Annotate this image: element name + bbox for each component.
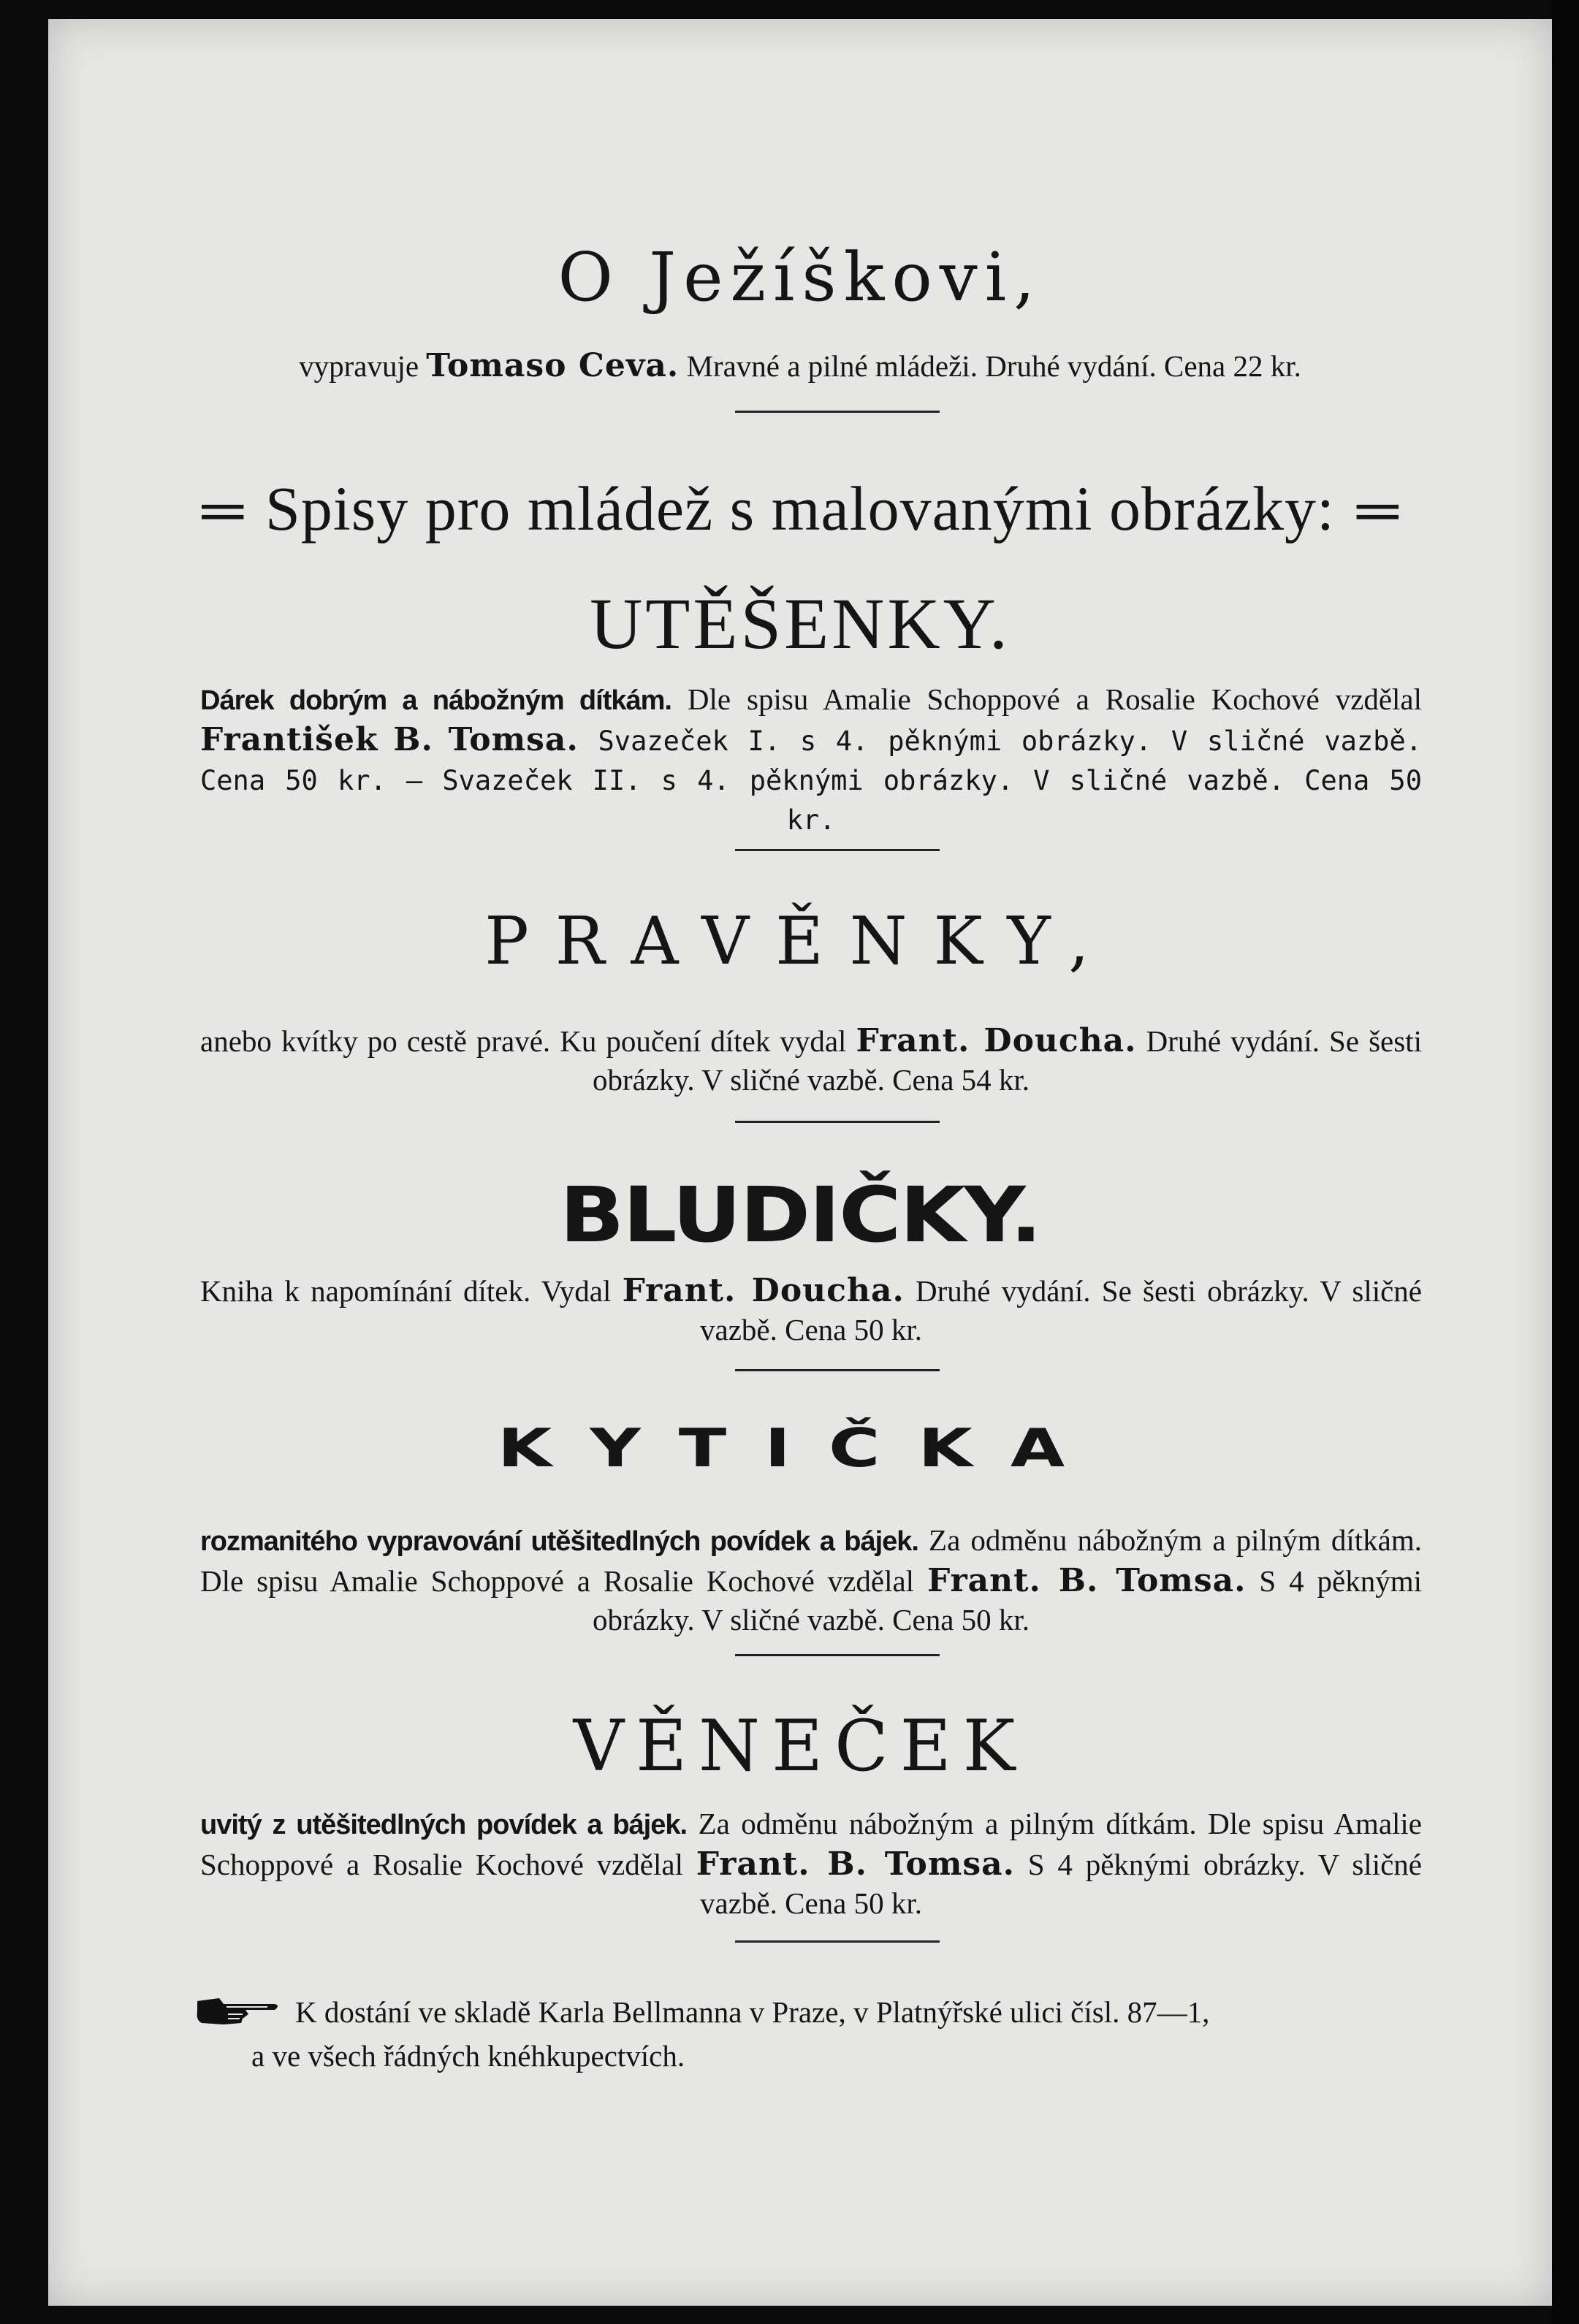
kyticka-title: KYTIČKA — [497, 1417, 1103, 1479]
document-page — [48, 19, 1552, 2306]
divider — [735, 1940, 940, 1943]
utesenky-author: František B. Tomsa. — [200, 721, 579, 758]
pointing-hand-icon — [194, 1994, 284, 2037]
venecek-description — [200, 1805, 1422, 1923]
divider — [735, 849, 940, 851]
utesenky-text2: Svazeček I. s 4. pěknými obrázky. V sličné vazbě. Cena 50 kr. — Svazeček II. s 4. pěknými obrázky. V sličné vazbě. Cena 50 kr. — [200, 725, 1422, 836]
kyticka-text2: S 4 pěknými obrázky. V sličné vazbě. Cena 50 kr. — [592, 1564, 1422, 1637]
venecek-text2: S 4 pěknými obrázky. V sličné vazbě. Cena 50 kr. — [700, 1848, 1422, 1920]
venecek-author: Frant. B. Tomsa. — [696, 1845, 1015, 1883]
footer-line2: a ve všech řádných knéhkupectvích. — [251, 2039, 685, 2073]
divider — [735, 1654, 940, 1656]
pravenky-description — [200, 1021, 1422, 1100]
bludicky-text1: Kniha k napomínání dítek. Vydal — [200, 1274, 623, 1308]
scan-dark-edge — [1552, 0, 1579, 2324]
footer-line1: K dostání ve skladě Karla Bellmanna v Praze, v Platnýřské ulici čísl. 87—1, — [295, 1995, 1210, 2029]
jeziskovi-line-pre: vypravuje — [299, 349, 427, 383]
jeziskovi-section — [48, 238, 1552, 316]
divider — [735, 1369, 940, 1371]
pravenky-text1: anebo kvítky po cestě pravé. Ku poučení dítek vydal — [200, 1024, 856, 1058]
bludicky-description — [200, 1271, 1422, 1349]
kyticka-text1: Za odměnu nábožným a pilným dítkám. Dle spisu Amalie Schoppové a Rosalie Kochové vzdělal — [200, 1523, 1422, 1598]
kyticka-title-wrap — [48, 1407, 1552, 1489]
kyticka-description — [200, 1521, 1422, 1639]
jeziskovi-line-post: Mravné a pilné mládeži. Druhé vydání. Cena 22 kr. — [679, 349, 1301, 383]
divider — [735, 1121, 940, 1123]
venecek-text1: Za odměnu nábožným a pilným dítkám. Dle spisu Amalie Schoppové a Rosalie Kochové vzdělal — [200, 1807, 1422, 1881]
pravenky-author: Frant. Doucha. — [856, 1022, 1137, 1059]
utesenky-intro: Dárek dobrým a nábožným dítkám. — [200, 685, 671, 716]
bludicky-title: BLUDIČKY. — [559, 1170, 1041, 1260]
section-heading-text: Spisy pro mládež s malovanými obrázky: — [265, 473, 1335, 544]
venecek-intro: uvitý z utěšitedlných povídek a bájek. — [200, 1810, 688, 1840]
jeziskovi-author: Tomaso Ceva. — [426, 347, 680, 384]
double-bar-right: ═ — [1356, 479, 1399, 543]
kyticka-author: Frant. B. Tomsa. — [927, 1562, 1247, 1599]
bludicky-author: Frant. Doucha. — [622, 1272, 905, 1309]
utesenky-text1: Dle spisu Amalie Schoppové a Rosalie Kochové vzdělal — [671, 682, 1422, 716]
jeziskovi-title: O Ježíškovi, — [558, 238, 1043, 316]
bludicky-title-wrap — [48, 1170, 1552, 1260]
jeziskovi-description — [48, 346, 1552, 386]
utesenky-title: UTĚŠENKY. — [590, 583, 1011, 664]
footer — [194, 1993, 1437, 2076]
section-heading — [48, 472, 1552, 545]
bludicky-text2: Druhé vydání. Se šesti obrázky. V sličné vazbě. Cena 50 kr. — [700, 1274, 1422, 1346]
divider — [735, 411, 940, 413]
pravenky-text2: Druhé vydání. Se šesti obrázky. V sličné vazbě. Cena 54 kr. — [592, 1024, 1422, 1097]
footer-line1-row — [194, 1993, 1437, 2037]
double-bar-left: ═ — [202, 479, 244, 543]
utesenky-description — [200, 680, 1422, 839]
venecek-title: VĚNEČEK — [573, 1705, 1027, 1787]
pravenky-title: PRAVĚNKY, — [484, 903, 1116, 980]
kyticka-intro: rozmanitého vypravování utěšitedlných povídek a bájek. — [200, 1526, 918, 1557]
